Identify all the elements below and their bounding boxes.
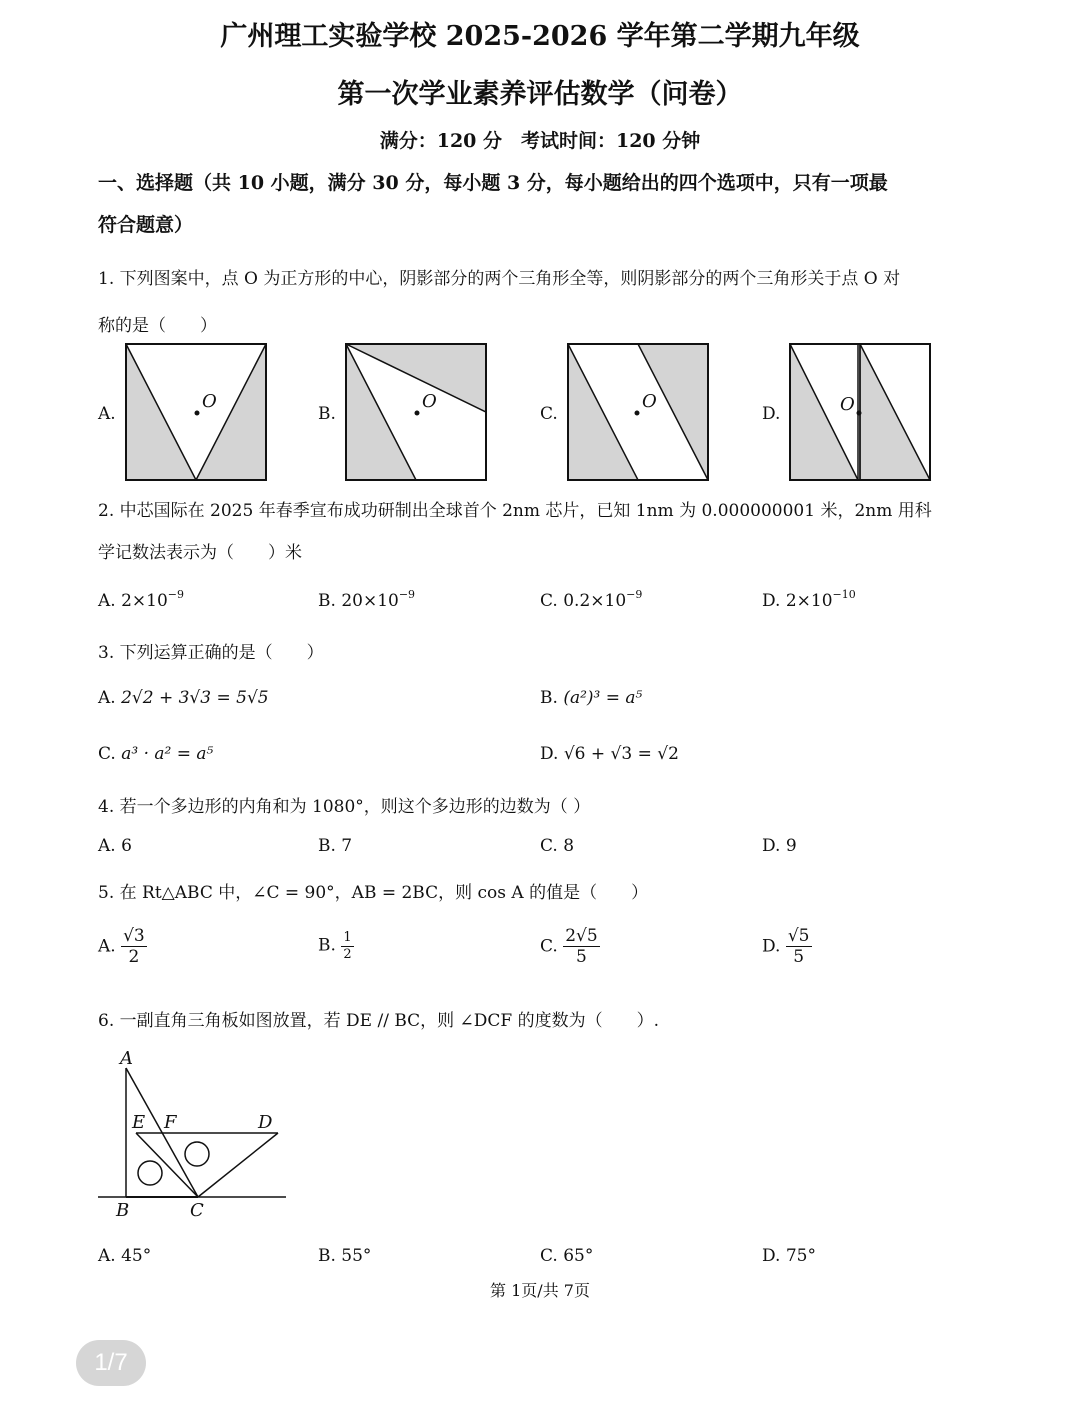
page-indicator[interactable]: 1/7 (76, 1340, 146, 1386)
option-exponent: −9 (398, 588, 416, 601)
fraction-denominator: 2 (343, 946, 352, 962)
fraction-numerator: √5 (787, 926, 810, 946)
q3-option-a (98, 688, 269, 708)
q3-option-d (540, 744, 679, 764)
fraction-denominator: 5 (576, 947, 587, 968)
q5-option-c (540, 926, 600, 968)
option-expression: 2√2 + 3√3 = 5√5 (121, 688, 269, 708)
option-mantissa: 2×10 (121, 591, 168, 611)
option-letter: A. (98, 688, 116, 708)
option-letter: C. (540, 936, 558, 957)
q1-option-c-label: C. (540, 404, 558, 424)
label-f: F (164, 1112, 177, 1133)
option-letter: C. (540, 591, 558, 611)
option-letter: D. (762, 591, 781, 611)
q4-option-b: B. 7 (318, 836, 353, 856)
q4-stem: 4. 若一个多边形的内角和为 1080°，则这个多边形的边数为（ ） (98, 797, 591, 817)
option-letter: C. (98, 744, 116, 764)
q3-option-c (98, 744, 213, 764)
option-fraction (121, 926, 147, 968)
q1-stem-line-1: 1. 下列图案中，点 O 为正方形的中心，阴影部分的两个三角形全等，则阴影部分的两个三角形关于点 O 对 (98, 269, 901, 289)
center-point (857, 411, 862, 416)
shaded-triangle (126, 344, 196, 480)
q2-stem-line-1: 2. 中芯国际在 2025 年春季宣布成功研制出全球首个 2nm 芯片，已知 1nm 为 0.000000001 米，2nm 用科 (98, 501, 932, 521)
q4-option-d: D. 9 (762, 836, 797, 856)
option-expression: (a²)³ = a⁵ (563, 688, 643, 708)
point-label: O (642, 391, 657, 412)
label-a: A (120, 1048, 133, 1069)
option-letter: B. (318, 935, 336, 956)
q5-option-d (762, 926, 812, 968)
label-c: C (190, 1200, 204, 1221)
triangle-hole (185, 1142, 209, 1166)
point-label: O (202, 391, 217, 412)
page-footer: 第 1页/共 7页 (490, 1281, 590, 1300)
option-mantissa: 0.2×10 (563, 591, 627, 611)
option-letter: B. (540, 688, 558, 708)
label-b: B (116, 1200, 130, 1221)
q1-option-a-label: A. (98, 404, 116, 424)
q5-option-b (318, 930, 354, 962)
q6-figure (96, 1046, 296, 1222)
option-expression: √6 + √3 = √2 (563, 744, 679, 764)
fraction-numerator: √3 (123, 926, 145, 946)
fraction-numerator: 2√5 (565, 926, 598, 946)
triangle-hole (138, 1161, 162, 1185)
option-expression: a³ · a² = a⁵ (121, 744, 214, 764)
fraction-denominator: 5 (793, 947, 805, 968)
side-dc (198, 1133, 278, 1197)
shaded-triangle (568, 344, 638, 480)
option-letter: B. (318, 591, 336, 611)
option-letter: D. (540, 744, 559, 764)
center-point (635, 411, 640, 416)
point-label: O (840, 394, 855, 415)
section-heading-line-1: 一、选择题（共 10 小题，满分 30 分，每小题 3 分，每小题给出的四个选项中，只有一项最 (98, 172, 888, 194)
q6-option-d: D. 75° (762, 1246, 816, 1266)
q4-option-c: C. 8 (540, 836, 575, 856)
q1-figure-b (344, 342, 490, 484)
point-label: O (422, 391, 437, 412)
q4-option-a: A. 6 (98, 836, 132, 856)
q6-option-a: A. 45° (98, 1246, 152, 1266)
q1-figure-a (124, 342, 270, 484)
q3-option-b (540, 688, 642, 708)
q1-figure-d (788, 342, 934, 484)
section-heading-line-2: 符合题意） (98, 214, 194, 236)
q2-stem-line-2: 学记数法表示为（ ）米 (98, 543, 302, 563)
q6-option-c: C. 65° (540, 1246, 594, 1266)
option-mantissa: 20×10 (341, 591, 399, 611)
option-fraction (563, 926, 599, 968)
option-fraction (341, 930, 353, 962)
q6-stem: 6. 一副直角三角板如图放置，若 DE // BC，则 ∠DCF 的度数为（ ）. (98, 1011, 660, 1031)
option-fraction (786, 926, 812, 968)
q5-stem: 5. 在 Rt△ABC 中，∠C = 90°，AB = 2BC，则 cos A 的值是（ ） (98, 883, 649, 903)
q3-stem: 3. 下列运算正确的是（ ） (98, 643, 324, 663)
center-point (415, 411, 420, 416)
title-line-1: 广州理工实验学校 2025-2026 学年第二学期九年级 (220, 21, 860, 52)
label-e: E (132, 1112, 146, 1133)
q1-figure-c (566, 342, 712, 484)
title-line-2: 第一次学业素养评估数学（问卷） (337, 79, 743, 110)
option-letter: A. (98, 936, 116, 957)
q1-stem-line-2: 称的是（ ） (98, 316, 217, 336)
q2-option-a (98, 588, 184, 611)
exam-meta: 满分：120 分 考试时间：120 分钟 (379, 130, 701, 152)
q1-option-b-label: B. (318, 404, 336, 424)
shaded-triangle (638, 344, 708, 480)
q2-option-b (318, 588, 415, 611)
shaded-triangle (196, 344, 266, 480)
q2-option-d (762, 588, 856, 611)
center-point (195, 411, 200, 416)
fraction-numerator: 1 (343, 930, 352, 945)
option-letter: D. (762, 936, 781, 957)
option-letter: A. (98, 591, 116, 611)
option-exponent: −9 (626, 588, 643, 601)
label-d: D (258, 1112, 273, 1133)
option-mantissa: 2×10 (785, 591, 833, 611)
option-exponent: −9 (167, 588, 185, 601)
shaded-triangle (860, 344, 930, 480)
q1-option-d-label: D. (762, 404, 781, 424)
q6-option-b: B. 55° (318, 1246, 372, 1266)
option-exponent: −10 (832, 588, 856, 601)
q5-option-a (98, 926, 147, 968)
fraction-denominator: 2 (128, 947, 140, 968)
q2-option-c (540, 588, 642, 611)
